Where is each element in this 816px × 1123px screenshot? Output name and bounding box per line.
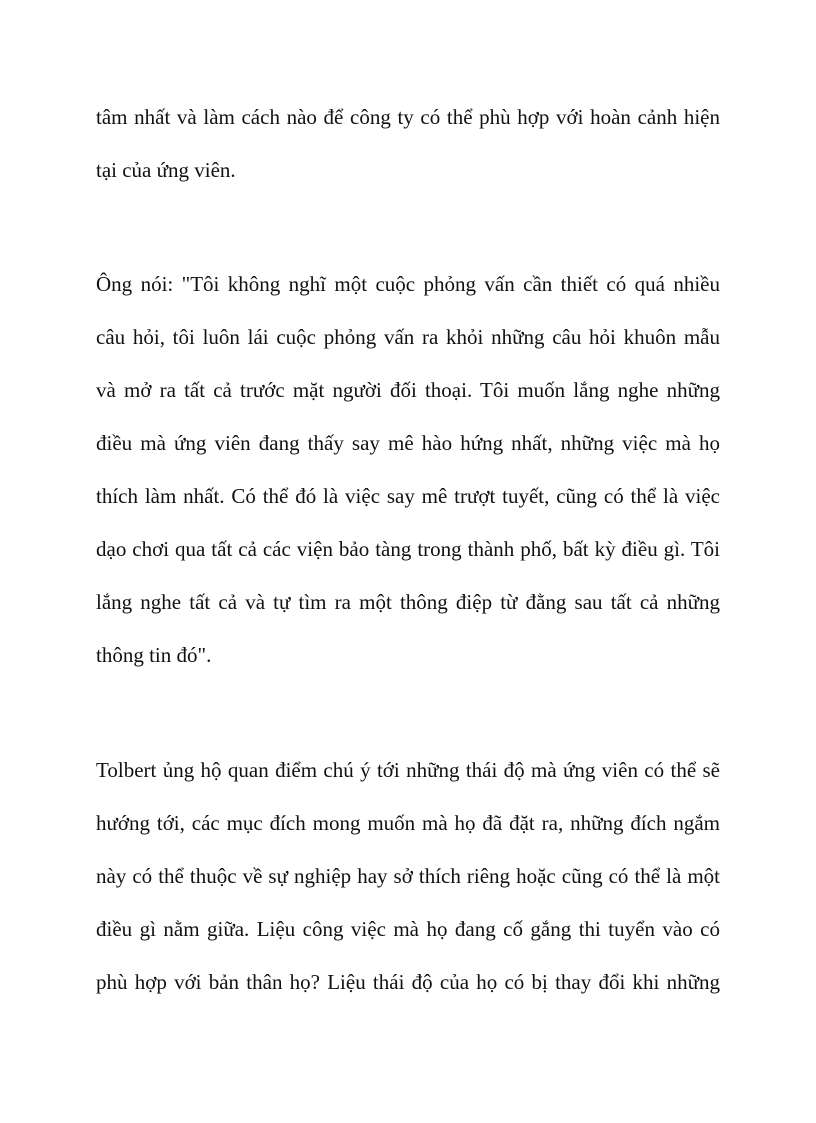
paragraph-3-line-1: Tolbert ủng hộ quan điểm chú ý tới những thái độ mà ứng viên có thể sẽ — [96, 758, 720, 782]
paragraph-2-line-8: thông tin đó". — [96, 643, 212, 667]
paragraph-2-line-3: và mở ra tất cả trước mặt người đối thoại. Tôi muốn lắng nghe những — [96, 378, 720, 402]
paragraph-2-line-2: câu hỏi, tôi luôn lái cuộc phỏng vấn ra khỏi những câu hỏi khuôn mẫu — [96, 325, 720, 349]
paragraph-2-line-6: dạo chơi qua tất cả các viện bảo tàng trong thành phố, bất kỳ điều gì. Tôi — [96, 537, 720, 561]
paragraph-2-line-5: thích làm nhất. Có thể đó là việc say mê trượt tuyết, cũng có thể là việc — [96, 484, 720, 508]
paragraph-1-line-1: tâm nhất và làm cách nào để công ty có thể phù hợp với hoàn cảnh hiện — [96, 105, 720, 129]
paragraph-2-line-4: điều mà ứng viên đang thấy say mê hào hứng nhất, những việc mà họ — [96, 431, 720, 455]
paragraph-3-line-5: phù hợp với bản thân họ? Liệu thái độ của họ có bị thay đổi khi những — [96, 970, 720, 994]
paragraph-1-line-2: tại của ứng viên. — [96, 158, 236, 182]
paragraph-3-line-3: này có thể thuộc về sự nghiệp hay sở thích riêng hoặc cũng có thể là một — [96, 864, 720, 888]
paragraph-3-line-4: điều gì nằm giữa. Liệu công việc mà họ đang cố gắng thi tuyển vào có — [96, 917, 720, 941]
paragraph-2-line-1: Ông nói: "Tôi không nghĩ một cuộc phỏng vấn cần thiết có quá nhiều — [96, 272, 720, 296]
paragraph-2-line-7: lắng nghe tất cả và tự tìm ra một thông điệp từ đằng sau tất cả những — [96, 590, 720, 614]
paragraph-3-line-2: hướng tới, các mục đích mong muốn mà họ đã đặt ra, những đích ngắm — [96, 811, 720, 835]
